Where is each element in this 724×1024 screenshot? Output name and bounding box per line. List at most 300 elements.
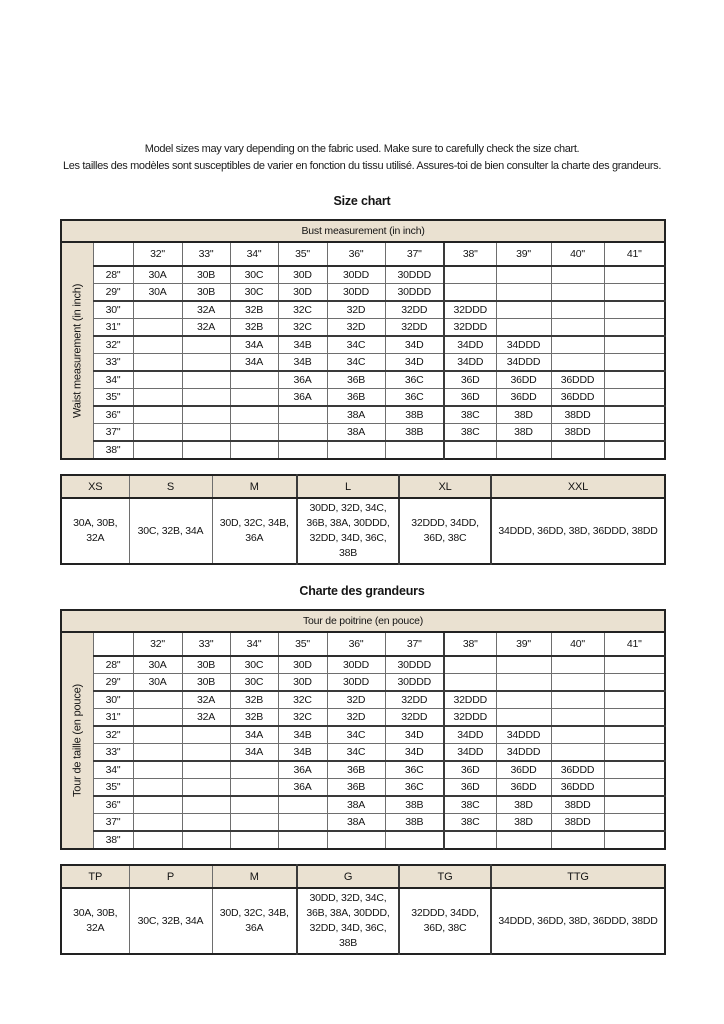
col-header: 39" (496, 632, 551, 656)
letter-size-values: 32DDD, 34DD, 36D, 38C (399, 498, 491, 564)
size-cell: 32C (278, 691, 327, 709)
size-cell (230, 371, 278, 389)
size-cell: 38C (444, 814, 496, 832)
size-cell (444, 266, 496, 284)
size-cell (604, 301, 665, 319)
table-row (61, 656, 665, 674)
col-header: 39" (496, 242, 551, 266)
size-cell (551, 691, 604, 709)
table-row (61, 319, 665, 337)
size-cell (604, 761, 665, 779)
intro-text-fr: Les tailles des modèles sont susceptibles de varier en fonction du tissu utilisé. Assures-toi de bien consulter la charte des grandeurs. (62, 160, 662, 172)
size-cell: 30C (230, 284, 278, 302)
side-label-cell (61, 242, 93, 459)
row-label: 35" (93, 779, 133, 797)
letter-size-header: M (212, 475, 297, 498)
bust-waist-table-en (60, 219, 664, 460)
size-cell (182, 779, 230, 797)
size-cell: 30A (133, 266, 182, 284)
size-cell (182, 336, 230, 354)
size-cell: 32C (278, 319, 327, 337)
size-cell (182, 726, 230, 744)
col-header: 40" (551, 242, 604, 266)
col-header: 35" (278, 242, 327, 266)
size-cell (551, 301, 604, 319)
table-row (61, 744, 665, 762)
col-header: 38" (444, 632, 496, 656)
size-cell: 36DDD (551, 761, 604, 779)
size-cell (496, 674, 551, 692)
size-cell: 36C (385, 371, 444, 389)
size-cell: 38DD (551, 424, 604, 442)
size-cell (551, 284, 604, 302)
size-chart-title-fr: Charte des grandeurs (299, 584, 425, 598)
size-cell: 32DDD (444, 691, 496, 709)
row-label: 37" (93, 424, 133, 442)
size-cell (551, 831, 604, 849)
side-label-cell (61, 632, 93, 849)
table-row (61, 726, 665, 744)
size-cell (182, 354, 230, 372)
size-cell (604, 354, 665, 372)
letter-size-values: 30DD, 32D, 34C, 36B, 38A, 30DDD, 32DD, 34D, 36C, 38B (297, 498, 399, 564)
size-cell (604, 656, 665, 674)
size-cell (604, 814, 665, 832)
size-cell (444, 656, 496, 674)
size-cell (230, 389, 278, 407)
table-row (61, 674, 665, 692)
size-cell (551, 726, 604, 744)
size-cell: 32C (278, 301, 327, 319)
size-cell: 34DD (444, 726, 496, 744)
size-cell: 32B (230, 691, 278, 709)
size-cell (133, 726, 182, 744)
size-cell: 34D (385, 336, 444, 354)
row-label: 36" (93, 406, 133, 424)
col-header: 37" (385, 242, 444, 266)
size-cell: 36D (444, 371, 496, 389)
size-cell: 38DD (551, 814, 604, 832)
corner-cell (93, 632, 133, 656)
letter-size-values: 30D, 32C, 34B, 36A (212, 888, 297, 954)
letter-size-header: XXL (491, 475, 665, 498)
size-cell (496, 691, 551, 709)
row-label: 28" (93, 266, 133, 284)
letter-size-table-fr (60, 864, 664, 955)
row-label: 32" (93, 336, 133, 354)
col-header: 34" (230, 632, 278, 656)
table-row (61, 691, 665, 709)
letter-size-header-row (61, 865, 665, 888)
size-cell: 32B (230, 319, 278, 337)
size-cell (133, 424, 182, 442)
size-cell: 34A (230, 354, 278, 372)
page-content (60, 0, 664, 955)
size-cell: 32A (182, 709, 230, 727)
size-cell: 32DDD (444, 709, 496, 727)
letter-size-value-row (61, 498, 665, 564)
size-cell (133, 354, 182, 372)
size-cell: 30D (278, 656, 327, 674)
column-header-row (61, 242, 665, 266)
size-cell (604, 796, 665, 814)
size-cell: 36DD (496, 779, 551, 797)
size-cell (230, 441, 278, 459)
size-cell (327, 441, 385, 459)
letter-size-header: TG (399, 865, 491, 888)
letter-size-values: 34DDD, 36DD, 38D, 36DDD, 38DD (491, 498, 665, 564)
letter-size-values: 30DD, 32D, 34C, 36B, 38A, 30DDD, 32DD, 34D, 36C, 38B (297, 888, 399, 954)
row-label: 31" (93, 319, 133, 337)
letter-size-table (60, 864, 666, 955)
letter-size-header: TP (61, 865, 129, 888)
size-cell (604, 831, 665, 849)
corner-cell (93, 242, 133, 266)
size-cell: 30DD (327, 284, 385, 302)
col-header: 33" (182, 632, 230, 656)
size-cell (278, 796, 327, 814)
size-cell (230, 406, 278, 424)
size-cell: 32D (327, 319, 385, 337)
letter-size-values: 30D, 32C, 34B, 36A (212, 498, 297, 564)
size-cell: 32C (278, 709, 327, 727)
letter-size-values: 30C, 32B, 34A (129, 888, 212, 954)
size-cell (444, 674, 496, 692)
size-cell (182, 441, 230, 459)
size-cell: 34D (385, 726, 444, 744)
letter-size-header: TTG (491, 865, 665, 888)
size-cell: 34A (230, 726, 278, 744)
size-cell: 36C (385, 389, 444, 407)
size-cell: 36D (444, 761, 496, 779)
letter-size-values: 30A, 30B, 32A (61, 888, 129, 954)
size-cell: 38D (496, 796, 551, 814)
size-cell: 34C (327, 744, 385, 762)
size-cell (385, 441, 444, 459)
letter-size-header-row (61, 475, 665, 498)
size-cell: 34DDD (496, 336, 551, 354)
size-cell (182, 796, 230, 814)
row-label: 30" (93, 301, 133, 319)
size-cell: 30D (278, 284, 327, 302)
size-cell (604, 744, 665, 762)
size-cell: 38B (385, 406, 444, 424)
size-cell (551, 441, 604, 459)
band-header: Bust measurement (in inch) (61, 220, 665, 242)
size-cell: 32B (230, 709, 278, 727)
size-cell: 36B (327, 371, 385, 389)
size-cell: 30D (278, 674, 327, 692)
size-cell: 30DD (327, 656, 385, 674)
col-header: 33" (182, 242, 230, 266)
size-cell: 34A (230, 336, 278, 354)
size-cell (278, 831, 327, 849)
size-cell: 32DDD (444, 301, 496, 319)
size-cell: 32D (327, 691, 385, 709)
size-cell (182, 744, 230, 762)
table-row (61, 441, 665, 459)
size-cell (604, 441, 665, 459)
size-cell (385, 831, 444, 849)
size-cell: 36A (278, 371, 327, 389)
table-row (61, 796, 665, 814)
size-cell (133, 779, 182, 797)
bust-waist-table-fr (60, 609, 664, 850)
size-cell (133, 709, 182, 727)
size-cell: 36DDD (551, 779, 604, 797)
size-cell: 38C (444, 406, 496, 424)
size-cell (230, 831, 278, 849)
intro-text-en: Model sizes may vary depending on the fabric used. Make sure to carefully check the size chart. (144, 143, 580, 155)
size-cell: 32DD (385, 691, 444, 709)
size-cell: 30DDD (385, 284, 444, 302)
size-cell (551, 709, 604, 727)
table-row (61, 301, 665, 319)
size-cell: 32D (327, 709, 385, 727)
size-cell (496, 284, 551, 302)
letter-size-table-en (60, 474, 664, 565)
row-label: 33" (93, 744, 133, 762)
size-cell (133, 336, 182, 354)
size-cell (230, 814, 278, 832)
size-cell: 32A (182, 319, 230, 337)
letter-size-value-row (61, 888, 665, 954)
size-cell: 38A (327, 424, 385, 442)
size-cell: 36DDD (551, 371, 604, 389)
size-cell: 34C (327, 726, 385, 744)
size-cell: 30DDD (385, 674, 444, 692)
size-cell (182, 389, 230, 407)
col-header: 34" (230, 242, 278, 266)
size-cell (551, 319, 604, 337)
size-cell: 34DD (444, 354, 496, 372)
column-header-row (61, 632, 665, 656)
side-label: Tour de taille (en pouce) (71, 684, 84, 798)
size-cell: 36DD (496, 371, 551, 389)
size-cell (496, 319, 551, 337)
size-cell: 34C (327, 336, 385, 354)
size-cell: 38A (327, 796, 385, 814)
size-cell (133, 389, 182, 407)
letter-size-header: L (297, 475, 399, 498)
size-cell (182, 406, 230, 424)
col-header: 36" (327, 632, 385, 656)
table-row (61, 389, 665, 407)
size-cell (551, 744, 604, 762)
size-cell: 38C (444, 424, 496, 442)
letter-size-header: XL (399, 475, 491, 498)
size-cell: 32B (230, 301, 278, 319)
size-cell: 34B (278, 744, 327, 762)
size-cell: 34A (230, 744, 278, 762)
size-cell: 34B (278, 726, 327, 744)
row-label: 35" (93, 389, 133, 407)
size-cell: 36A (278, 761, 327, 779)
size-cell (604, 691, 665, 709)
band-header: Tour de poitrine (en pouce) (61, 610, 665, 632)
size-cell (133, 814, 182, 832)
size-cell (278, 441, 327, 459)
row-label: 37" (93, 814, 133, 832)
size-cell (496, 266, 551, 284)
size-cell: 30B (182, 674, 230, 692)
row-label: 34" (93, 371, 133, 389)
table-row (61, 406, 665, 424)
table-row (61, 779, 665, 797)
size-cell: 38B (385, 424, 444, 442)
col-header: 37" (385, 632, 444, 656)
size-cell: 36B (327, 761, 385, 779)
col-header: 36" (327, 242, 385, 266)
letter-size-values: 32DDD, 34DD, 36D, 38C (399, 888, 491, 954)
row-label: 32" (93, 726, 133, 744)
size-cell (604, 779, 665, 797)
size-cell (133, 319, 182, 337)
size-cell: 38DD (551, 406, 604, 424)
size-cell: 36B (327, 389, 385, 407)
size-cell (551, 656, 604, 674)
size-cell: 38D (496, 424, 551, 442)
size-cell: 32DDD (444, 319, 496, 337)
size-cell (133, 301, 182, 319)
size-cell (444, 831, 496, 849)
size-cell: 30B (182, 656, 230, 674)
size-cell: 30A (133, 284, 182, 302)
band-row (61, 610, 665, 632)
size-cell: 36D (444, 389, 496, 407)
size-cell: 34DDD (496, 726, 551, 744)
size-cell (133, 761, 182, 779)
size-cell: 38A (327, 814, 385, 832)
col-header: 41" (604, 242, 665, 266)
size-cell (182, 831, 230, 849)
size-cell (278, 814, 327, 832)
size-cell (133, 406, 182, 424)
size-cell: 30DDD (385, 656, 444, 674)
table-row (61, 284, 665, 302)
size-cell: 32A (182, 301, 230, 319)
letter-size-header: XS (61, 475, 129, 498)
size-cell (444, 284, 496, 302)
col-header: 38" (444, 242, 496, 266)
size-cell (230, 796, 278, 814)
row-label: 28" (93, 656, 133, 674)
size-cell: 36B (327, 779, 385, 797)
size-cell: 32DD (385, 301, 444, 319)
size-cell: 38D (496, 814, 551, 832)
row-label: 29" (93, 674, 133, 692)
size-cell (444, 441, 496, 459)
size-cell: 34D (385, 744, 444, 762)
size-cell (182, 761, 230, 779)
size-cell (604, 424, 665, 442)
size-cell: 36DD (496, 389, 551, 407)
size-cell (551, 336, 604, 354)
size-cell (604, 284, 665, 302)
size-cell (496, 301, 551, 319)
table-row (61, 266, 665, 284)
size-cell (133, 831, 182, 849)
size-cell (182, 424, 230, 442)
size-cell (133, 744, 182, 762)
size-cell (230, 761, 278, 779)
size-cell: 36D (444, 779, 496, 797)
size-cell (133, 441, 182, 459)
size-cell (551, 674, 604, 692)
size-cell: 30A (133, 656, 182, 674)
measurement-table (60, 219, 666, 460)
row-label: 29" (93, 284, 133, 302)
col-header: 32" (133, 242, 182, 266)
measurement-table (60, 609, 666, 850)
size-cell: 36A (278, 389, 327, 407)
letter-size-header: P (129, 865, 212, 888)
size-cell (230, 779, 278, 797)
size-cell: 36C (385, 779, 444, 797)
row-label: 33" (93, 354, 133, 372)
size-cell (604, 266, 665, 284)
size-cell (604, 709, 665, 727)
size-cell (278, 424, 327, 442)
size-cell (496, 441, 551, 459)
size-cell: 30C (230, 266, 278, 284)
size-cell: 30DDD (385, 266, 444, 284)
size-cell: 30C (230, 674, 278, 692)
size-cell: 34D (385, 354, 444, 372)
size-cell (551, 354, 604, 372)
size-cell: 32DD (385, 319, 444, 337)
size-cell: 32D (327, 301, 385, 319)
size-cell (604, 674, 665, 692)
table-row (61, 709, 665, 727)
size-cell (604, 319, 665, 337)
size-cell: 30DD (327, 674, 385, 692)
size-cell (604, 336, 665, 354)
size-cell: 32A (182, 691, 230, 709)
size-cell: 34DD (444, 744, 496, 762)
size-cell: 36A (278, 779, 327, 797)
letter-size-header: S (129, 475, 212, 498)
size-cell (604, 389, 665, 407)
size-cell (133, 691, 182, 709)
size-cell: 34B (278, 336, 327, 354)
col-header: 35" (278, 632, 327, 656)
size-cell: 36DD (496, 761, 551, 779)
table-row (61, 761, 665, 779)
size-cell (496, 709, 551, 727)
size-cell (278, 406, 327, 424)
letter-size-values: 30C, 32B, 34A (129, 498, 212, 564)
table-row (61, 424, 665, 442)
table-row (61, 336, 665, 354)
size-cell: 30D (278, 266, 327, 284)
letter-size-header: M (212, 865, 297, 888)
size-cell: 30B (182, 266, 230, 284)
size-cell: 38B (385, 814, 444, 832)
size-cell: 30C (230, 656, 278, 674)
band-row (61, 220, 665, 242)
size-chart-title-en: Size chart (333, 194, 391, 208)
size-cell (604, 726, 665, 744)
size-cell: 32DD (385, 709, 444, 727)
size-cell (133, 796, 182, 814)
size-cell: 30A (133, 674, 182, 692)
size-cell (182, 371, 230, 389)
size-cell: 30B (182, 284, 230, 302)
col-header: 40" (551, 632, 604, 656)
size-cell (327, 831, 385, 849)
row-label: 30" (93, 691, 133, 709)
